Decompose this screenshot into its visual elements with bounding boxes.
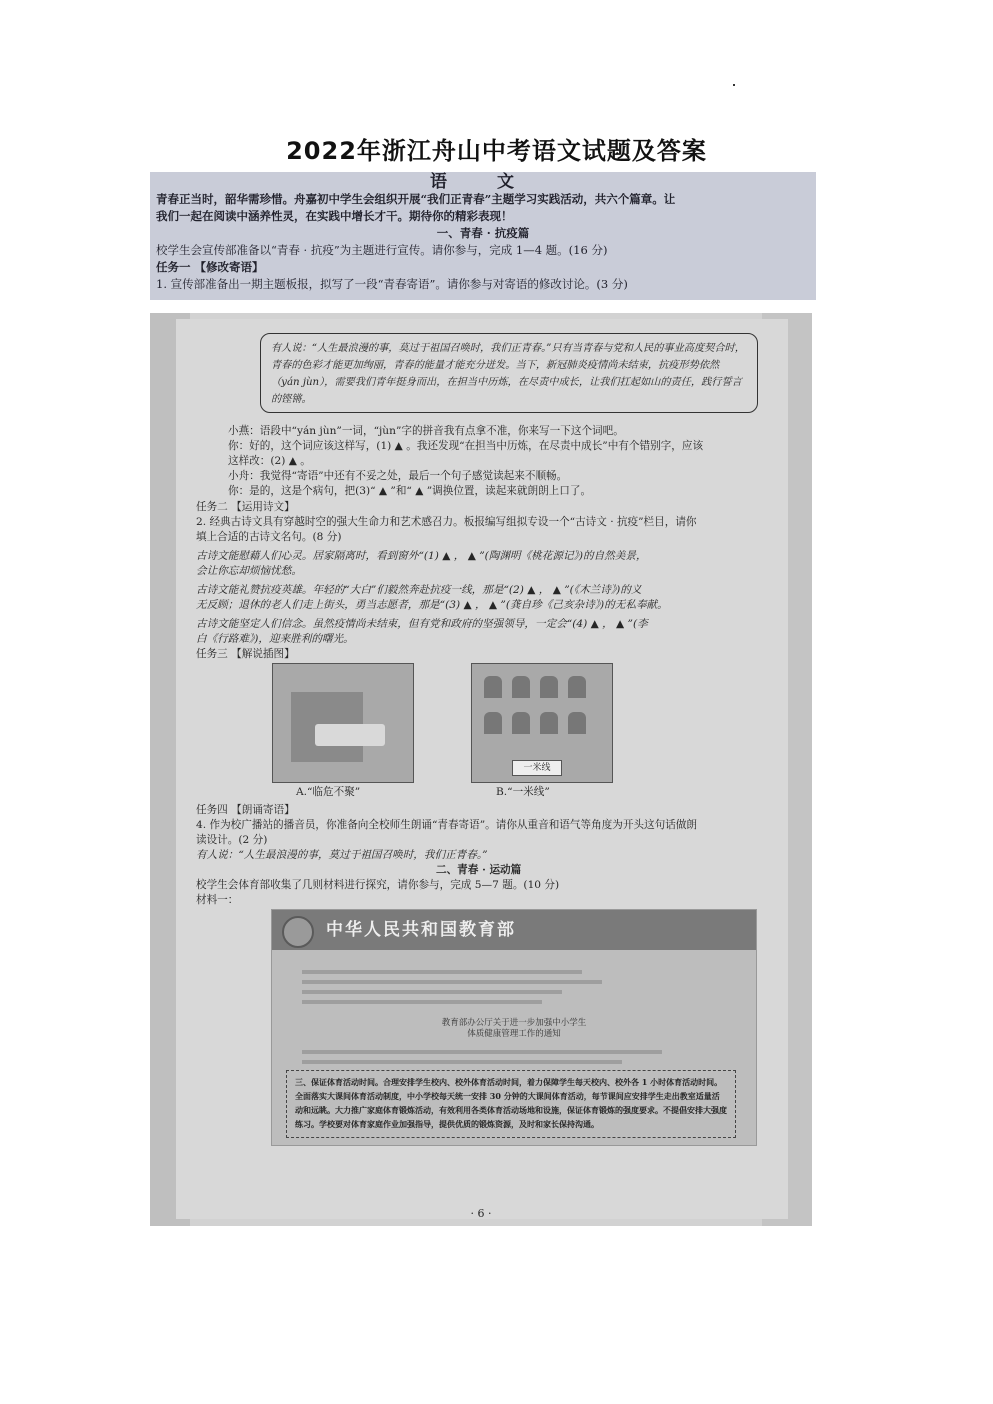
faint-text-row (302, 1050, 662, 1054)
section-heading-1: 一、青春 · 抗疫篇 (436, 226, 530, 240)
notice-title-line-1: 教育部办公厅关于进一步加强中小学生 (441, 1018, 587, 1028)
section-lead: 校学生会宣传部准备以“青春 · 抗疫”为主题进行宣传。请你参与，完成 1—4 题。(16 分) (156, 243, 608, 257)
scanned-exam-page (150, 313, 812, 1226)
notice-excerpt-box: 三、保证体育活动时间。合理安排学生校内、校外体育活动时间，着力保障学生每天校内、校外各 1 小时体育活动时间。全面落实大课间体育活动制度，中小学校每天统一安排 30 分钟的大课间体育活动，每节课间应安排学生走出教室适量活动和远眺。大力推广家庭体育锻炼活动，有效利用各类体育活动场地和设施，保证体育锻炼的强度要求。不提倡安排大强度练习。学校要对体育家庭作业加强指导，提供优质的锻炼资源，及时和家长保持沟通。 (286, 1070, 736, 1138)
question-2: 填上合适的古诗文名句。(8 分) (196, 531, 342, 543)
task-3-heading: 任务三 【解说插图】 (196, 648, 295, 660)
illustration-b (471, 663, 613, 783)
poem-prompt: 会让你忘却烦恼忧愁。 (196, 565, 302, 577)
question-4: 读设计。(2 分) (196, 834, 268, 846)
question-1: 1. 宣传部准备出一期主题板报，拟写了一段“青春寄语”。请你参与对寄语的修改讨论。(3 分) (156, 277, 628, 291)
illustration-a-table (315, 724, 385, 746)
task-4-heading: 任务四 【朗诵寄语】 (196, 804, 295, 816)
dialogue-line: 小舟：我觉得“寄语”中还有不妥之处，最后一个句子感觉读起来不顺畅。 (228, 470, 568, 482)
faint-text-row (302, 990, 562, 994)
national-emblem-icon (282, 916, 314, 948)
question-2: 2. 经典古诗文具有穿越时空的强大生命力和艺术感召力。板报编写组拟专设一个“古诗文 · 抗疫”栏目，请你 (196, 516, 697, 528)
ministry-screenshot (271, 909, 757, 1146)
dialogue-line: 这样改：(2) ▲ 。 (228, 455, 311, 467)
section-2-lead: 校学生会体育部收集了几则材料进行探究，请你参与，完成 5—7 题。(10 分) (196, 879, 560, 891)
question-4: 4. 作为校广播站的播音员，你准备向全校师生朗诵“青春寄语”。请你从重音和语气等角度为开头这句话做朗 (196, 819, 698, 831)
dialogue-line: 你：好的，这个词应该这样写，(1) ▲ 。我还发现“在担当中历炼，在尽责中成长”中有个错别字，应该 (228, 440, 704, 452)
chair-shape (540, 712, 558, 734)
quote-line: 有人说：“人生最浪漫的事，莫过于祖国召唤时，我们正青春。” (196, 849, 488, 861)
illustration-b-label: 一米线 (512, 760, 562, 776)
page-number: · 6 · (470, 1207, 492, 1220)
notice-title-line-2: 体质健康管理工作的通知 (467, 1029, 561, 1039)
chair-shape (568, 712, 586, 734)
poem-prompt: 白《行路难》)，迎来胜利的曙光。 (196, 633, 354, 645)
chair-shape (512, 712, 530, 734)
caption-a: A.“临危不聚” (296, 786, 361, 798)
poem-prompt: 古诗文能礼赞抗疫英雄。年轻的“大白”们毅然奔赴抗疫一线，那是“(2) ▲ ， ▲ ”(《木兰诗》)的义 (196, 584, 642, 596)
scan-speck (733, 84, 735, 86)
poem-prompt: 古诗文能坚定人们信念。虽然疫情尚未结束，但有党和政府的坚强领导，一定会“(4) ▲ ， ▲ ”(李 (196, 618, 648, 630)
intro-line-2: 我们一起在阅读中涵养性灵，在实践中增长才干。期待你的精彩表现！ (156, 209, 513, 223)
section-heading-2: 二、青春 · 运动篇 (436, 864, 522, 876)
poem-prompt: 古诗文能慰藉人们心灵。居家隔离时，看到窗外“(1) ▲ ， ▲ ”(陶渊明《桃花源记》)的自然美景， (196, 550, 647, 562)
page-title: 2022年浙江舟山中考语文试题及答案 (286, 137, 707, 165)
chair-shape (484, 712, 502, 734)
dialogue-line: 你：是的，这是个病句，把(3)“ ▲ ”和“ ▲ ”调换位置，读起来就朗朗上口了。 (228, 485, 592, 497)
faint-text-row (302, 970, 582, 974)
chair-shape (568, 676, 586, 698)
chair-shape (484, 676, 502, 698)
paper-sheet (176, 319, 788, 1219)
task-2-heading: 任务二 【运用诗文】 (196, 501, 295, 513)
caption-b: B.“一米线” (496, 786, 550, 798)
notice-title (272, 1018, 756, 1040)
illustration-a (272, 663, 414, 783)
exam-header-strip (150, 172, 816, 300)
task-1-heading: 任务一 【修改寄语】 (156, 260, 264, 274)
youth-message-box: 有人说：“人生最浪漫的事，莫过于祖国召唤时，我们正青春。”只有当青春与党和人民的事业高度契合时，青春的色彩才能更加绚丽，青春的能量才能充分迸发。当下，新冠肺炎疫情尚未结束，抗疫形势依然（yán jùn），需要我们青年挺身而出，在担当中历炼，在尽责中成长，让我们扛起如山的责任，践行誓言的铿锵。 (260, 333, 758, 413)
subject-heading: 语 文 (430, 172, 536, 192)
faint-text-row (302, 980, 602, 984)
ministry-banner-title: 中华人民共和国教育部 (272, 910, 756, 950)
poem-prompt: 无反顾；退休的老人们走上街头，勇当志愿者，那是“(3) ▲ ， ▲ ”(龚自珍《己亥杂诗》)的无私奉献。 (196, 599, 668, 611)
faint-text-row (302, 1000, 542, 1004)
material-1-label: 材料一： (196, 894, 239, 906)
dialogue-line: 小燕：语段中“yán jùn”一词，“jùn”字的拼音我有点拿不准，你来写一下这个词吧。 (228, 425, 624, 437)
intro-line-1: 青春正当时，韶华需珍惜。舟嘉初中学生会组织开展“我们正青春”主题学习实践活动，共六个篇章。让 (156, 192, 676, 206)
chair-shape (512, 676, 530, 698)
chair-shape (540, 676, 558, 698)
faint-text-row (302, 1060, 622, 1064)
